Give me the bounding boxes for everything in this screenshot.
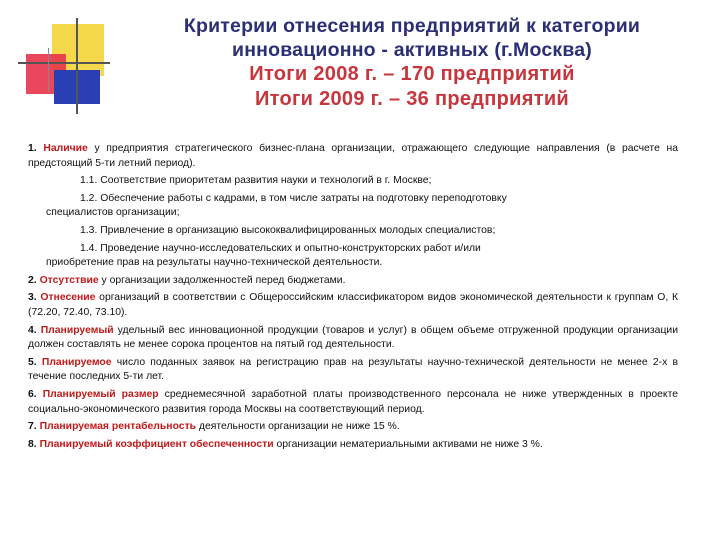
sub-item-line: 1.2. Обеспечение работы с кадрами, в том числе затраты на подготовку переподготовку <box>80 192 507 204</box>
horizontal-line <box>18 62 110 64</box>
list-item <box>28 274 678 289</box>
sub-item-line: специалистов организации; <box>46 207 180 219</box>
item-lead: Планируемый размер <box>42 388 159 400</box>
item-number: 8. <box>28 438 37 450</box>
list-item <box>28 438 678 453</box>
list-item <box>28 420 678 435</box>
criteria-list <box>28 142 678 455</box>
title-line-2: инновационно - активных (г.Москва) <box>232 39 592 61</box>
item-text: организации нематериальными активами не ниже 3 %. <box>273 438 543 450</box>
sub-item: 1.1. Соответствие приоритетам развития науки и технологий в г. Москве; <box>80 175 432 187</box>
item-number: 2. <box>28 274 37 286</box>
list-item <box>28 291 678 320</box>
item-text: число поданных заявок на регистрацию прав на результаты научно-технической деятельности не менее 2-х в течение последних 5-ти лет. <box>28 356 678 383</box>
sub-item-line: 1.4. Проведение научно-исследовательских и опытно-конструкторских работ и/или <box>80 242 481 254</box>
item-number: 6. <box>28 388 37 400</box>
title-line-1: Критерии отнесения предприятий к категории <box>183 15 641 37</box>
item-text: организаций в соответствии с Общероссийским классификатором видов экономической деятельности к группам О, К (72.20, 72.40, 73.10). <box>28 292 678 318</box>
sub-item-line: приобретение прав на результаты научно-технической деятельности. <box>46 257 383 269</box>
item-lead: Отсутствие <box>39 274 99 286</box>
item-text: среднемесячной заработной платы производственного персонала не ниже утвержденных в проекте социально-экономического развития города Москвы на соответствующий период. <box>28 388 678 415</box>
decorative-logo <box>18 14 108 119</box>
list-item <box>28 142 678 171</box>
item-text: деятельности организации не ниже 15 %. <box>196 421 400 433</box>
title-line-2008: Итоги 2008 г. – 170 предприятий <box>249 63 575 85</box>
item-text: у организации задолженностей перед бюджетами. <box>98 274 346 286</box>
slide-title <box>118 14 706 112</box>
sub-item: 1.3. Привлечение в организацию высококвалифицированных молодых специалистов; <box>80 224 496 236</box>
item-lead: Планируемое <box>41 356 112 368</box>
list-item <box>28 324 678 353</box>
item-number: 4. <box>28 324 37 336</box>
list-item <box>28 356 678 385</box>
list-item <box>28 388 678 417</box>
sub-item <box>28 242 678 271</box>
item-lead: Отнесение <box>40 292 96 304</box>
item-lead: Наличие <box>43 143 88 154</box>
item-lead: Планируемый коэффициент обеспеченности <box>39 438 274 450</box>
item-number: 3. <box>28 292 37 304</box>
title-line-2009: Итоги 2009 г. – 36 предприятий <box>254 88 570 110</box>
vertical-line-thin <box>48 48 49 92</box>
item-number: 5. <box>28 356 37 368</box>
item-text: у предприятия стратегического бизнес-плана организации, отражающего следующие направления (в расчете на предстоящий 5-ти летний период). <box>28 143 679 169</box>
vertical-line <box>76 18 78 114</box>
item-text: удельный вес инновационной продукции (товаров и услуг) в общем объеме отгруженной продукции организации должен составлять не менее сорока процентов на пятый год деятельности. <box>28 324 678 351</box>
item-number: 7. <box>28 421 37 433</box>
item-lead: Планируемый <box>40 324 114 336</box>
sub-item <box>28 192 678 221</box>
item-number: 1. <box>28 143 37 154</box>
item-lead: Планируемая рентабельность <box>39 421 197 433</box>
